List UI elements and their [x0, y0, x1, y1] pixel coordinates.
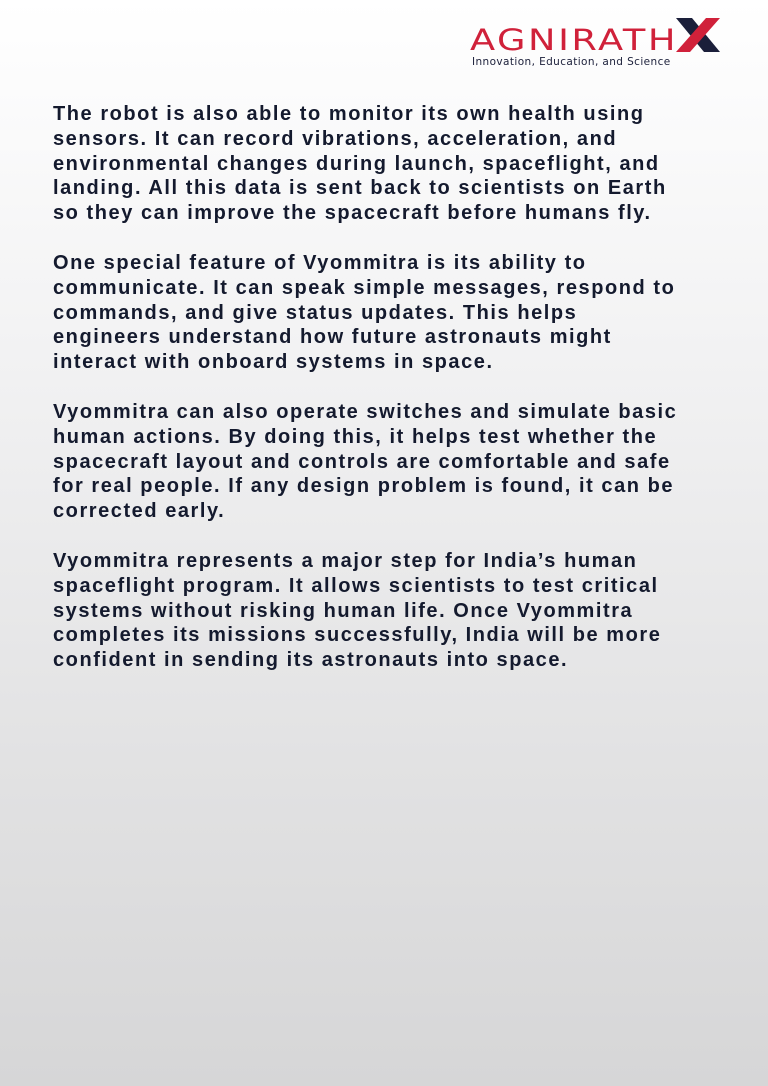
- brand-logo-wordmark: AGNIRATH: [470, 23, 678, 57]
- paragraph-line: commands, and give status updates. This helps: [53, 301, 578, 324]
- paragraph-line: engineers understand how future astronauts might: [53, 326, 612, 349]
- paragraph-2: [53, 251, 733, 375]
- paragraph-line: for real people. If any design problem is found, it can be: [53, 475, 675, 498]
- paragraph-line: interact with onboard systems in space.: [53, 351, 494, 374]
- paragraph-3: [53, 400, 733, 524]
- paragraph-line: environmental changes during launch, spaceflight, and: [53, 152, 660, 175]
- paragraph-line: Vyommitra represents a major step for India’s human: [53, 549, 638, 572]
- article-body: [53, 102, 733, 698]
- paragraph-4: [53, 549, 733, 673]
- paragraph-line: sensors. It can record vibrations, acceleration, and: [53, 127, 618, 150]
- paragraph-line: human actions. By doing this, it helps test whether the: [53, 425, 658, 448]
- paragraph-line: spacecraft layout and controls are comfortable and safe: [53, 450, 671, 473]
- paragraph-line: confident in sending its astronauts into space.: [53, 649, 569, 672]
- paragraph-line: corrected early.: [53, 500, 226, 523]
- paragraph-line: so they can improve the spacecraft before humans fly.: [53, 202, 652, 225]
- paragraph-line: communicate. It can speak simple messages, respond to: [53, 276, 676, 299]
- paragraph-line: Vyommitra can also operate switches and simulate basic: [53, 400, 678, 423]
- paragraph-line: systems without risking human life. Once Vyommitra: [53, 599, 634, 622]
- paragraph-1: [53, 102, 733, 226]
- brand-tagline: Innovation, Education, and Science: [472, 56, 671, 68]
- paragraph-line: completes its missions successfully, India will be more: [53, 624, 662, 647]
- paragraph-line: landing. All this data is sent back to scientists on Earth: [53, 177, 667, 200]
- brand-logo: [470, 16, 720, 72]
- paragraph-line: spaceflight program. It allows scientists to test critical: [53, 574, 659, 597]
- brand-logo-mark: [470, 16, 720, 60]
- paragraph-line: One special feature of Vyommitra is its ability to: [53, 251, 587, 274]
- paragraph-line: The robot is also able to monitor its own health using: [53, 103, 645, 125]
